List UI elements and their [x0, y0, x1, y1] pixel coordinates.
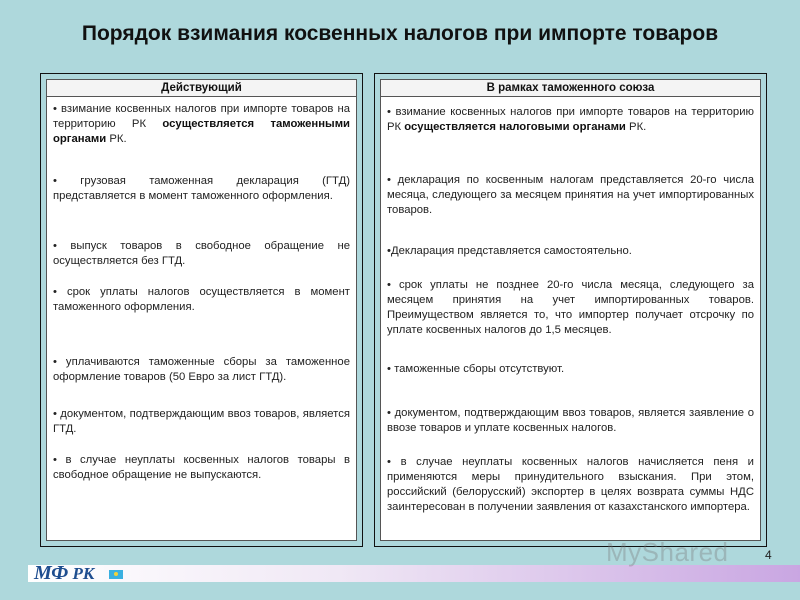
list-item: • срок уплаты налогов осуществляется в момент таможенного оформления. — [53, 286, 350, 313]
list-item: • декларация по косвенным налогам представляется 20-го числа месяца, следующего за месяцем принятия на учет импортированных товаров. — [387, 174, 754, 216]
current-regime-content — [46, 79, 357, 541]
customs-union-header: В рамках таможенного союза — [381, 80, 760, 97]
list-item: • документом, подтверждающим ввоз товаров, является заявление о ввозе товаров и уплате косвенных налогов. — [387, 407, 754, 434]
list-item: • документом, подтверждающим ввоз товаров, является ГТД. — [53, 408, 350, 435]
list-item: •Декларация представляется самостоятельно. — [387, 245, 632, 257]
list-item: • выпуск товаров в свободное обращение не осуществляется без ГТД. — [53, 240, 350, 267]
list-item: • в случае неуплаты косвенных налогов начисляется пеня и применяются меры принудительного взыскания. При этом, российский (белорусский) экспортер в целях возврата суммы НДС заинтересован в получении заявления от казахстанского импортера. — [387, 456, 754, 513]
list-item: • уплачиваются таможенные сборы за таможенное оформление товаров (50 Евро за лист ГТД). — [53, 356, 350, 383]
kazakhstan-flag-icon — [109, 570, 123, 579]
current-regime-panel — [40, 73, 363, 547]
customs-union-panel — [374, 73, 767, 547]
list-item: • взимание косвенных налогов при импорте товаров на территорию РК осуществляется налоговыми органами РК. — [387, 106, 754, 133]
list-item: • срок уплаты не позднее 20-го числа месяца, следующего за месяцем принятия на учет импортированных товаров. Преимуществом является то, что импортер получает отсрочку по уплате косвенных налогов до 1,5 месяцев. — [387, 279, 754, 336]
ministry-logo: МФ РК — [34, 562, 95, 584]
list-item: • в случае неуплаты косвенных налогов товары в свободное обращение не выпускаются. — [53, 454, 350, 481]
list-item: • таможенные сборы отсутствуют. — [387, 363, 565, 375]
customs-union-content — [380, 79, 761, 541]
page-number: 4 — [765, 548, 772, 562]
watermark: MyShared — [606, 537, 729, 567]
list-item: • грузовая таможенная декларация (ГТД) представляется в момент таможенного оформления. — [53, 175, 350, 202]
slide-title: Порядок взимания косвенных налогов при импорте товаров — [81, 22, 719, 45]
list-item: • взимание косвенных налогов при импорте товаров на территорию РК осуществляется таможенными органами РК. — [53, 103, 350, 145]
current-regime-header: Действующий — [47, 80, 356, 97]
